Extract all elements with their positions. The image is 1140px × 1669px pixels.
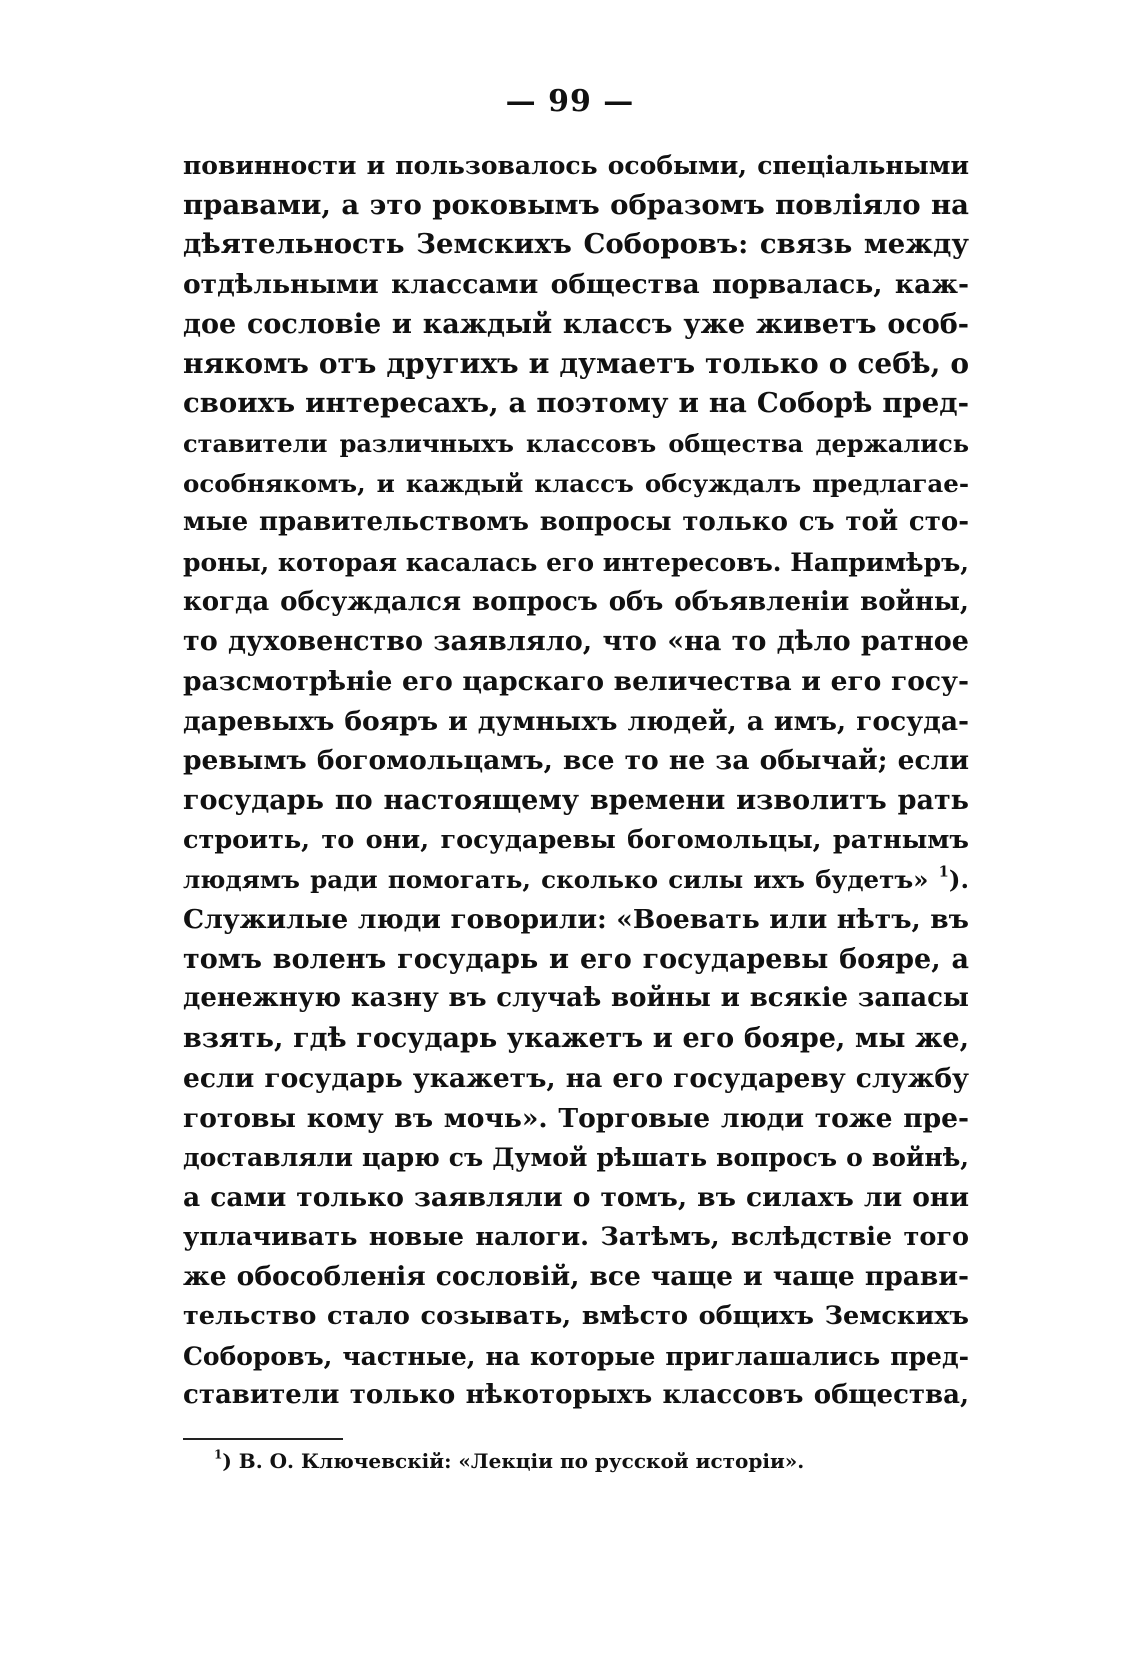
text-line: томъ воленъ государь и его государевы бояре, а	[183, 943, 969, 975]
page-number: — 99 —	[505, 84, 635, 119]
text-line: отдѣльными классами общества порвалась, каж-	[183, 269, 969, 301]
text-line: готовы кому въ мочь». Торговые люди тоже пре-	[183, 1102, 969, 1134]
text-line: някомъ отъ другихъ и думаетъ только о себѣ, о	[183, 347, 969, 381]
text-line: мые правительствомъ вопросы только съ той сто-	[183, 507, 969, 538]
text-line: особнякомъ, и каждый классъ обсуждалъ предлагае-	[183, 468, 969, 498]
footnote	[214, 1447, 804, 1475]
text-line-with-footnote-ref	[183, 860, 969, 900]
text-line: повинности и пользовалось особыми, спеціальными	[183, 151, 969, 180]
text-line: строить, то они, государевы богомольцы, ратнымъ	[183, 824, 969, 855]
text-line: же обособленія сословій, все чаще и чаще прави-	[183, 1261, 969, 1293]
text-line: дое сословіе и каждый классъ уже живетъ особ-	[183, 308, 969, 340]
text-line: государь по настоящему времени изволитъ рать	[183, 785, 969, 816]
text-line: роны, которая касалась его интересовъ. Напримѣръ,	[183, 547, 969, 577]
text-line: когда обсуждался вопросъ объ объявленіи войны,	[183, 586, 969, 617]
text-line: тельство стало созывать, вмѣсто общихъ Земскихъ	[183, 1300, 969, 1331]
footnote-reference-close: ).	[948, 865, 969, 895]
text-line: доставляли царю съ Думой рѣшать вопросъ о войнѣ,	[183, 1143, 969, 1173]
text-line-content: людямъ ради помогать, сколько силы ихъ будетъ»	[183, 865, 929, 895]
footnote-text: ) В. О. Ключевскій: «Лекціи по русской исторіи».	[222, 1449, 805, 1473]
text-line: Соборовъ, частные, на которые приглашались пред-	[183, 1341, 969, 1371]
text-line: дѣятельность Земскихъ Соборовъ: связь между	[183, 228, 969, 261]
footnote-divider	[183, 1438, 343, 1440]
text-line: если государь укажетъ, на его государеву службу	[183, 1062, 969, 1094]
footnote-reference: 1	[938, 863, 949, 881]
text-line: а сами только заявляли о томъ, въ силахъ ли они	[183, 1181, 969, 1213]
text-line: даревыхъ бояръ и думныхъ людей, а имъ, госуда-	[183, 705, 969, 737]
footnote-marker: 1	[214, 1447, 223, 1462]
text-line: правами, а это роковымъ образомъ повліяло на	[183, 188, 969, 221]
text-line: своихъ интересахъ, а поэтому и на Соборѣ пред-	[183, 387, 969, 420]
text-line: ревымъ богомольцамъ, все то не за обычай; если	[183, 745, 969, 777]
body-text	[183, 146, 969, 1416]
text-line: ставители различныхъ классовъ общества держались	[183, 428, 969, 458]
text-line: то духовенство заявляло, что «на то дѣло ратное	[183, 626, 969, 658]
text-line: ставители только нѣкоторыхъ классовъ общества,	[183, 1380, 969, 1411]
text-line: уплачивать новые налоги. Затѣмъ, вслѣдствіе того	[183, 1221, 969, 1252]
text-line: Служилые люди говорили: «Воевать или нѣтъ, въ	[183, 904, 969, 936]
text-line: разсмотрѣніе его царскаго величества и его госу-	[183, 665, 969, 697]
text-line: денежную казну въ случаѣ войны и всякіе запасы	[183, 983, 969, 1014]
text-line: взять, гдѣ государь укажетъ и его бояре, мы же,	[183, 1023, 969, 1055]
